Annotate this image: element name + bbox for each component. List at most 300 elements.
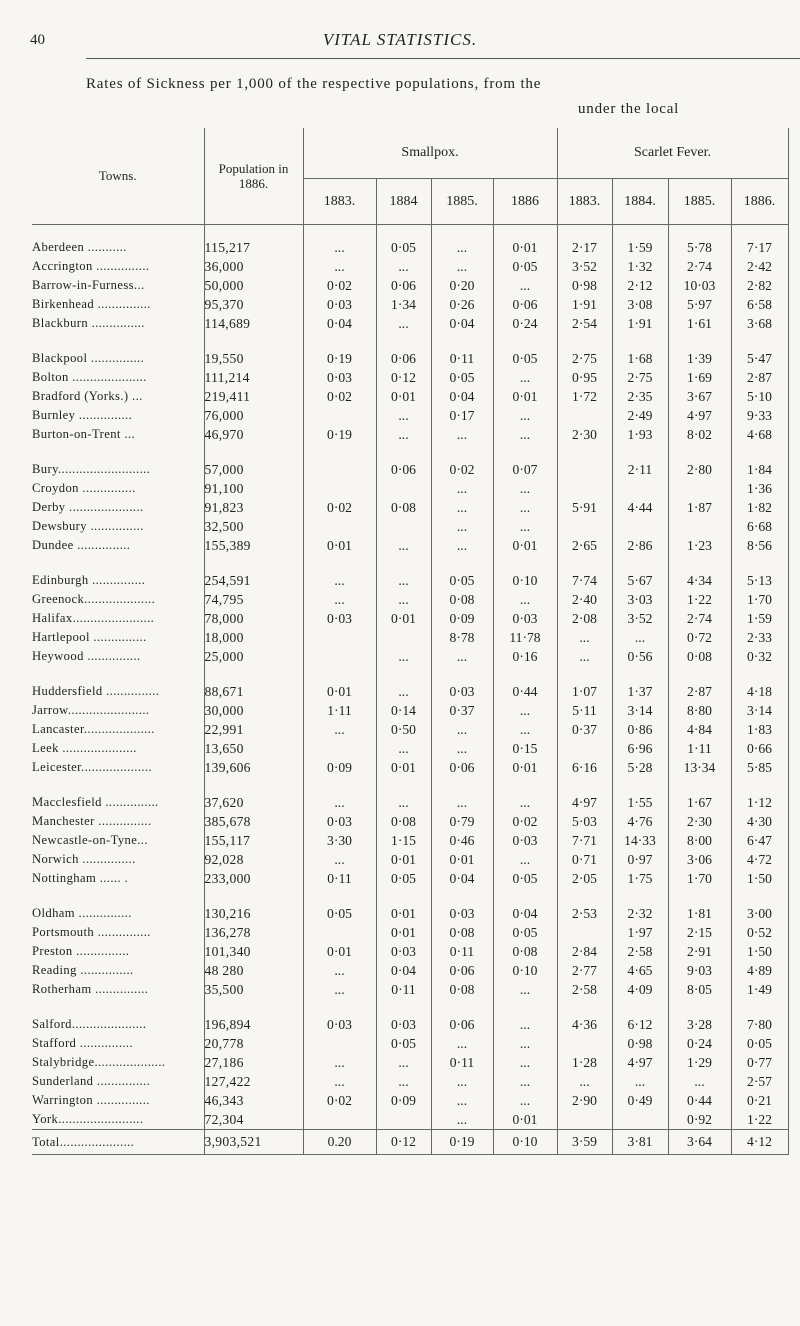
smallpox-rate: ...	[303, 555, 376, 590]
smallpox-rate: 0·03	[303, 999, 376, 1034]
smallpox-rate: ...	[376, 666, 431, 701]
table-row	[32, 961, 788, 980]
scarlet-fever-rate: 13·34	[668, 758, 731, 777]
scarlet-fever-rate: 0·05	[731, 1034, 788, 1053]
scarlet-fever-rate: 8·80	[668, 701, 731, 720]
smallpox-rate: 0·06	[376, 444, 431, 479]
scarlet-fever-rate: 7·74	[557, 555, 612, 590]
scarlet-fever-rate: ...	[557, 628, 612, 647]
scarlet-fever-rate: 1·32	[612, 257, 668, 276]
population: 78,000	[204, 609, 303, 628]
scarlet-fever-rate: 2·40	[557, 590, 612, 609]
scarlet-fever-rate: 1·39	[668, 333, 731, 368]
smallpox-rate: 0·01	[493, 758, 557, 777]
smallpox-rate: 0·02	[431, 444, 493, 479]
smallpox-rate: 11·78	[493, 628, 557, 647]
smallpox-rate: 0·01	[376, 923, 431, 942]
scarlet-fever-rate: 2·65	[557, 536, 612, 555]
smallpox-rate: ...	[431, 1072, 493, 1091]
scarlet-fever-rate	[557, 479, 612, 498]
population: 72,304	[204, 1110, 303, 1130]
smallpox-rate: 0·05	[493, 923, 557, 942]
scarlet-fever-rate: 2·08	[557, 609, 612, 628]
table-title-line-2: under the local	[578, 101, 680, 117]
smallpox-rate: ...	[376, 1053, 431, 1072]
population: 37,620	[204, 777, 303, 812]
scarlet-fever-rate: 1·83	[731, 720, 788, 739]
year-header: 1884	[376, 179, 431, 225]
smallpox-rate: 0·16	[493, 647, 557, 666]
total-smallpox-rate: 0·19	[431, 1130, 493, 1155]
smallpox-rate: 0·05	[493, 257, 557, 276]
smallpox-rate: 0·17	[431, 406, 493, 425]
table-row	[32, 812, 788, 831]
scarlet-fever-rate	[557, 923, 612, 942]
scarlet-fever-rate: 6·12	[612, 999, 668, 1034]
smallpox-rate: 0·06	[493, 295, 557, 314]
scarlet-fever-rate: 10·03	[668, 276, 731, 295]
town-name: Greenock....................	[32, 592, 156, 606]
smallpox-rate: ...	[431, 257, 493, 276]
scarlet-fever-rate	[557, 739, 612, 758]
population: 74,795	[204, 590, 303, 609]
smallpox-rate: 0·04	[431, 314, 493, 333]
smallpox-rate	[376, 628, 431, 647]
town-name: Bolton .....................	[32, 370, 147, 384]
smallpox-rate: 0·03	[303, 368, 376, 387]
table-row	[32, 387, 788, 406]
smallpox-rate: 0·10	[493, 961, 557, 980]
smallpox-rate: 0·79	[431, 812, 493, 831]
town-name: Dundee ...............	[32, 538, 131, 552]
population: 30,000	[204, 701, 303, 720]
scarlet-fever-rate: ...	[612, 628, 668, 647]
scarlet-fever-rate	[612, 517, 668, 536]
population: 114,689	[204, 314, 303, 333]
total-scarlet-rate: 3·59	[557, 1130, 612, 1155]
scarlet-fever-rate: 6·96	[612, 739, 668, 758]
total-scarlet-rate: 4·12	[731, 1130, 788, 1155]
smallpox-rate: ...	[303, 720, 376, 739]
table-row	[32, 647, 788, 666]
scarlet-fever-rate: 3·68	[731, 314, 788, 333]
scarlet-fever-rate: 2·58	[612, 942, 668, 961]
population: 139,606	[204, 758, 303, 777]
smallpox-rate: ...	[431, 647, 493, 666]
smallpox-rate: 0·12	[376, 368, 431, 387]
total-smallpox-rate: 0.20	[303, 1130, 376, 1155]
smallpox-rate	[303, 479, 376, 498]
population: 20,778	[204, 1034, 303, 1053]
town-name: Edinburgh ...............	[32, 573, 146, 587]
total-row	[32, 1130, 788, 1155]
table-row	[32, 701, 788, 720]
scarlet-fever-rate: 5·10	[731, 387, 788, 406]
population: 91,100	[204, 479, 303, 498]
smallpox-rate: 0·11	[431, 333, 493, 368]
year-header: 1883.	[557, 179, 612, 225]
scarlet-fever-rate: 2·30	[668, 812, 731, 831]
town-name: Blackpool ...............	[32, 351, 145, 365]
scarlet-fever-rate: 1·82	[731, 498, 788, 517]
town-name: Bury..........................	[32, 462, 151, 476]
scarlet-fever-rate: 4·72	[731, 850, 788, 869]
table-row	[32, 739, 788, 758]
smallpox-rate: 0·01	[376, 387, 431, 406]
scarlet-fever-rate: 3·52	[612, 609, 668, 628]
smallpox-rate: 0·04	[303, 314, 376, 333]
smallpox-rate: 0·09	[431, 609, 493, 628]
smallpox-rate: ...	[493, 701, 557, 720]
table-row	[32, 980, 788, 999]
scarlet-fever-rate: 6·16	[557, 758, 612, 777]
population: 130,216	[204, 888, 303, 923]
smallpox-rate: ...	[493, 498, 557, 517]
smallpox-rate: 0·44	[493, 666, 557, 701]
scarlet-fever-rate: 4·44	[612, 498, 668, 517]
header-population: Population in 1886.	[204, 128, 303, 225]
smallpox-rate: ...	[431, 425, 493, 444]
scarlet-fever-rate: 5·47	[731, 333, 788, 368]
smallpox-rate: 0·03	[303, 295, 376, 314]
scarlet-fever-rate: 2·33	[731, 628, 788, 647]
scarlet-fever-rate: 3·67	[668, 387, 731, 406]
scarlet-fever-rate: 1·87	[668, 498, 731, 517]
smallpox-rate	[376, 479, 431, 498]
town-name: Croydon ...............	[32, 481, 136, 495]
scarlet-fever-rate: 0·95	[557, 368, 612, 387]
scarlet-fever-rate: 2·42	[731, 257, 788, 276]
scarlet-fever-rate: 9·03	[668, 961, 731, 980]
scarlet-fever-rate: 0·49	[612, 1091, 668, 1110]
scarlet-fever-rate: 3·06	[668, 850, 731, 869]
scarlet-fever-rate: 1·22	[668, 590, 731, 609]
year-header: 1885.	[668, 179, 731, 225]
scarlet-fever-rate: 2·80	[668, 444, 731, 479]
scarlet-fever-rate: 0·72	[668, 628, 731, 647]
table-row	[32, 999, 788, 1034]
smallpox-rate: 0·01	[376, 850, 431, 869]
scarlet-fever-rate: 3·14	[612, 701, 668, 720]
town-name: Birkenhead ...............	[32, 297, 151, 311]
page-number: 40	[30, 32, 45, 48]
scarlet-fever-rate: 3·28	[668, 999, 731, 1034]
smallpox-rate: 0·03	[376, 999, 431, 1034]
smallpox-rate: ...	[431, 498, 493, 517]
smallpox-rate: 0·14	[376, 701, 431, 720]
town-name: Halifax.......................	[32, 611, 155, 625]
scarlet-fever-rate: 1·84	[731, 444, 788, 479]
scarlet-fever-rate	[557, 517, 612, 536]
smallpox-rate: 0·11	[376, 980, 431, 999]
scarlet-fever-rate: 1·37	[612, 666, 668, 701]
population: 101,340	[204, 942, 303, 961]
scarlet-fever-rate: 2·57	[731, 1072, 788, 1091]
scarlet-fever-rate: 4·65	[612, 961, 668, 980]
table-row	[32, 1091, 788, 1110]
smallpox-rate: 0·11	[431, 1053, 493, 1072]
scarlet-fever-rate: 5·91	[557, 498, 612, 517]
scarlet-fever-rate: 2·17	[557, 238, 612, 257]
scarlet-fever-rate: 0·71	[557, 850, 612, 869]
table-row	[32, 1053, 788, 1072]
town-name: Dewsbury ...............	[32, 519, 144, 533]
smallpox-rate: 1·34	[376, 295, 431, 314]
smallpox-rate: 0·03	[431, 888, 493, 923]
table-row	[32, 1034, 788, 1053]
scarlet-fever-rate: 2·87	[668, 666, 731, 701]
smallpox-rate: ...	[493, 276, 557, 295]
table-row	[32, 777, 788, 812]
running-head: VITAL STATISTICS.	[322, 30, 478, 49]
smallpox-rate: ...	[493, 999, 557, 1034]
scarlet-fever-rate: 1·61	[668, 314, 731, 333]
scarlet-fever-rate: 4·30	[731, 812, 788, 831]
header-towns: Towns.	[32, 128, 204, 225]
smallpox-rate: ...	[493, 517, 557, 536]
table-row	[32, 257, 788, 276]
town-name: Huddersfield ...............	[32, 684, 160, 698]
smallpox-rate: 0·05	[431, 368, 493, 387]
town-name: Stafford ...............	[32, 1036, 134, 1050]
total-smallpox-rate: 0·12	[376, 1130, 431, 1155]
scarlet-fever-rate: 4·68	[731, 425, 788, 444]
smallpox-rate: 0·03	[376, 942, 431, 961]
scarlet-fever-rate: 3·08	[612, 295, 668, 314]
smallpox-rate: 0·09	[303, 758, 376, 777]
total-population: 3,903,521	[204, 1130, 303, 1155]
scarlet-fever-rate: 0·98	[557, 276, 612, 295]
smallpox-rate: 0·08	[376, 812, 431, 831]
scarlet-fever-rate: 5·11	[557, 701, 612, 720]
town-name: Macclesfield ...............	[32, 795, 159, 809]
scarlet-fever-rate: 1·81	[668, 888, 731, 923]
smallpox-rate	[303, 739, 376, 758]
town-name: Nottingham ...... .	[32, 871, 129, 885]
scarlet-fever-rate: 4·84	[668, 720, 731, 739]
scarlet-fever-rate: 1·70	[731, 590, 788, 609]
smallpox-rate: 0·01	[303, 942, 376, 961]
smallpox-rate	[303, 406, 376, 425]
town-name: Oldham ...............	[32, 906, 132, 920]
smallpox-rate: 0·20	[431, 276, 493, 295]
smallpox-rate: 8·78	[431, 628, 493, 647]
population: 196,894	[204, 999, 303, 1034]
scarlet-fever-rate: 1·55	[612, 777, 668, 812]
smallpox-rate	[303, 647, 376, 666]
scarlet-fever-rate: 5·85	[731, 758, 788, 777]
smallpox-rate: ...	[376, 555, 431, 590]
smallpox-rate: ...	[376, 425, 431, 444]
table-row	[32, 666, 788, 701]
scarlet-fever-rate: 1·29	[668, 1053, 731, 1072]
scarlet-fever-rate: 2·15	[668, 923, 731, 942]
population: 219,411	[204, 387, 303, 406]
population: 92,028	[204, 850, 303, 869]
scarlet-fever-rate: 1·50	[731, 942, 788, 961]
scarlet-fever-rate: 0·77	[731, 1053, 788, 1072]
smallpox-rate: 0·24	[493, 314, 557, 333]
smallpox-rate: 0·06	[376, 276, 431, 295]
scarlet-fever-rate: 2·53	[557, 888, 612, 923]
scarlet-fever-rate: 2·54	[557, 314, 612, 333]
smallpox-rate: 0·01	[376, 609, 431, 628]
smallpox-rate	[303, 923, 376, 942]
scarlet-fever-rate: 0·92	[668, 1110, 731, 1130]
scarlet-fever-rate: ...	[612, 1072, 668, 1091]
scarlet-fever-rate	[612, 479, 668, 498]
smallpox-rate: 0·06	[431, 961, 493, 980]
scarlet-fever-rate: 1·22	[731, 1110, 788, 1130]
town-name: York........................	[32, 1112, 144, 1126]
smallpox-rate: 0·01	[493, 1110, 557, 1130]
table-row	[32, 276, 788, 295]
table-row	[32, 888, 788, 923]
table-row	[32, 333, 788, 368]
population: 22,991	[204, 720, 303, 739]
table-row	[32, 831, 788, 850]
smallpox-rate: 0·01	[431, 850, 493, 869]
smallpox-rate: 3·30	[303, 831, 376, 850]
smallpox-rate: 0·04	[376, 961, 431, 980]
smallpox-rate: 0·01	[303, 666, 376, 701]
smallpox-rate: ...	[493, 590, 557, 609]
smallpox-rate: ...	[376, 257, 431, 276]
smallpox-rate: ...	[493, 1091, 557, 1110]
population: 76,000	[204, 406, 303, 425]
town-name: Aberdeen ...........	[32, 240, 127, 254]
scarlet-fever-rate: 4·97	[668, 406, 731, 425]
smallpox-rate: ...	[493, 980, 557, 999]
smallpox-rate: 0·04	[431, 869, 493, 888]
scarlet-fever-rate: 1·70	[668, 869, 731, 888]
scarlet-fever-rate: 1·91	[557, 295, 612, 314]
scarlet-fever-rate: 1·67	[668, 777, 731, 812]
table-row	[32, 758, 788, 777]
scarlet-fever-rate: ...	[557, 1072, 612, 1091]
town-name: Lancaster....................	[32, 722, 155, 736]
town-name: Norwich ...............	[32, 852, 136, 866]
smallpox-rate: 0·05	[303, 888, 376, 923]
scarlet-fever-rate: 3·03	[612, 590, 668, 609]
town-name: Accrington ...............	[32, 259, 150, 273]
smallpox-rate: 0·46	[431, 831, 493, 850]
population: 46,343	[204, 1091, 303, 1110]
scarlet-fever-rate: 2·87	[731, 368, 788, 387]
smallpox-rate: 1·15	[376, 831, 431, 850]
smallpox-rate: 0·08	[376, 498, 431, 517]
smallpox-rate: 0·06	[431, 999, 493, 1034]
smallpox-rate: ...	[431, 517, 493, 536]
scarlet-fever-rate: 5·13	[731, 555, 788, 590]
scarlet-fever-rate: 1·12	[731, 777, 788, 812]
smallpox-rate: 0·02	[303, 498, 376, 517]
smallpox-rate: 0·50	[376, 720, 431, 739]
scarlet-fever-rate: 2·49	[612, 406, 668, 425]
scarlet-fever-rate: 2·90	[557, 1091, 612, 1110]
scarlet-fever-rate: 7·71	[557, 831, 612, 850]
scarlet-fever-rate: 7·17	[731, 238, 788, 257]
population: 19,550	[204, 333, 303, 368]
town-name: Salford.....................	[32, 1017, 147, 1031]
smallpox-rate: ...	[431, 238, 493, 257]
smallpox-rate: ...	[303, 777, 376, 812]
scarlet-fever-rate: 8·05	[668, 980, 731, 999]
smallpox-rate: ...	[303, 961, 376, 980]
scarlet-fever-rate: 6·58	[731, 295, 788, 314]
scarlet-fever-rate: 2·35	[612, 387, 668, 406]
scarlet-fever-rate: 2·86	[612, 536, 668, 555]
scarlet-fever-rate: 2·84	[557, 942, 612, 961]
smallpox-rate: 0·08	[493, 942, 557, 961]
scarlet-fever-rate: 0·24	[668, 1034, 731, 1053]
scarlet-fever-rate: 5·28	[612, 758, 668, 777]
scarlet-fever-rate	[557, 1110, 612, 1130]
town-name: Portsmouth ...............	[32, 925, 151, 939]
town-name: Leek .....................	[32, 741, 137, 755]
population: 254,591	[204, 555, 303, 590]
smallpox-rate: ...	[303, 257, 376, 276]
table-row	[32, 1110, 788, 1130]
smallpox-rate: ...	[376, 1072, 431, 1091]
smallpox-rate: ...	[431, 1110, 493, 1130]
smallpox-rate: ...	[303, 850, 376, 869]
smallpox-rate: 0·09	[376, 1091, 431, 1110]
smallpox-rate: ...	[493, 479, 557, 498]
scarlet-fever-rate: 1·75	[612, 869, 668, 888]
scarlet-fever-rate	[557, 1034, 612, 1053]
smallpox-rate: 0·05	[493, 869, 557, 888]
population: 91,823	[204, 498, 303, 517]
year-header: 1884.	[612, 179, 668, 225]
year-header: 1885.	[431, 179, 493, 225]
town-name: Newcastle-on-Tyne...	[32, 833, 148, 847]
scarlet-fever-rate: 4·89	[731, 961, 788, 980]
smallpox-rate: 0·08	[431, 980, 493, 999]
population: 155,117	[204, 831, 303, 850]
scarlet-fever-rate: 0·21	[731, 1091, 788, 1110]
town-name: Preston ...............	[32, 944, 130, 958]
smallpox-rate: ...	[431, 739, 493, 758]
scarlet-fever-rate	[557, 406, 612, 425]
scarlet-fever-rate: 2·82	[731, 276, 788, 295]
scarlet-fever-rate: 4·97	[557, 777, 612, 812]
table-row	[32, 555, 788, 590]
scarlet-fever-rate: 4·36	[557, 999, 612, 1034]
smallpox-rate: ...	[431, 479, 493, 498]
smallpox-rate: 0·06	[376, 333, 431, 368]
table-title-line-1: Rates of Sickness per 1,000 of the respective populations, from the	[86, 76, 542, 92]
smallpox-rate: 0·06	[431, 758, 493, 777]
sickness-rates-table	[32, 128, 789, 1155]
population: 136,278	[204, 923, 303, 942]
smallpox-rate: ...	[431, 720, 493, 739]
smallpox-rate	[303, 444, 376, 479]
scarlet-fever-rate: 8·00	[668, 831, 731, 850]
smallpox-rate: 0·03	[493, 831, 557, 850]
smallpox-rate: 0·01	[376, 888, 431, 923]
smallpox-rate: ...	[493, 406, 557, 425]
scarlet-fever-rate: 9·33	[731, 406, 788, 425]
population: 36,000	[204, 257, 303, 276]
scarlet-fever-rate: 1·28	[557, 1053, 612, 1072]
scarlet-fever-rate: 0·44	[668, 1091, 731, 1110]
population: 127,422	[204, 1072, 303, 1091]
population: 13,650	[204, 739, 303, 758]
total-smallpox-rate: 0·10	[493, 1130, 557, 1155]
scarlet-fever-rate: 1·49	[731, 980, 788, 999]
smallpox-rate: 0·10	[493, 555, 557, 590]
